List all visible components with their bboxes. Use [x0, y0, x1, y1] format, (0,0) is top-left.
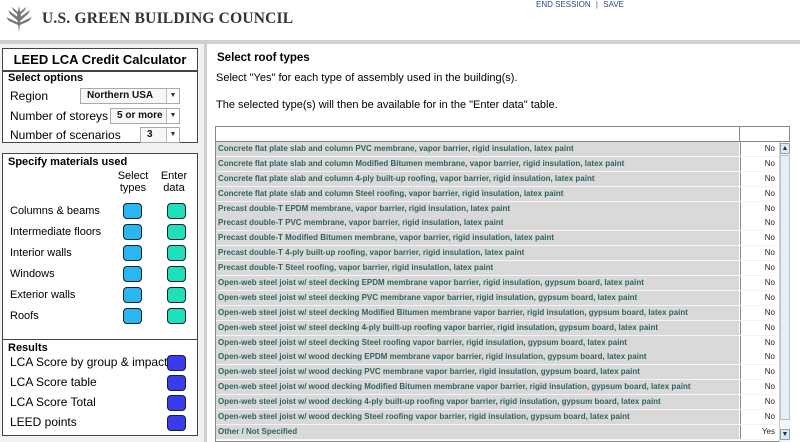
table-row [216, 187, 789, 202]
chevron-down-icon[interactable]: ▼ [166, 128, 179, 142]
material-label-intermediate-floors: Intermediate floors [10, 226, 102, 238]
enter-data-button-interior-walls[interactable] [167, 245, 186, 261]
enter-data-button-intermediate-floors[interactable] [167, 224, 186, 240]
instruction-text-2: The selected type(s) will then be available for in the "Enter data" table. [216, 99, 558, 111]
header-separator: | [595, 0, 598, 9]
storeys-select[interactable] [110, 108, 180, 124]
assembly-used-select[interactable]: No [740, 336, 778, 350]
table-header [216, 127, 789, 142]
storeys-label: Number of storeys [10, 109, 109, 123]
assembly-type-label: Open-web steel joist w/ wood decking EPDM membrane vapor barrier, rigid insulation, gypsum board, latex paint [216, 350, 739, 364]
assembly-type-label: Precast double-T 4-ply built-up roofing, vapor barrier, rigid insulation, latex paint [216, 246, 739, 260]
result-button-leed-points[interactable] [167, 415, 186, 431]
result-label-score-table: LCA Score table [10, 375, 97, 389]
assembly-used-select[interactable]: No [740, 365, 778, 379]
assembly-type-label: Open-web steel joist w/ wood decking PVC membrane vapor barrier, rigid insulation, gypsum board, latex paint [216, 365, 739, 379]
instruction-text-1: Select "Yes" for each type of assembly used in the building(s). [216, 72, 518, 84]
table-row [216, 291, 789, 306]
select-types-button-roofs[interactable] [123, 308, 142, 324]
table-row [216, 321, 789, 336]
table-row [216, 336, 789, 351]
material-label-windows: Windows [10, 268, 55, 280]
scenarios-value: 3 [147, 129, 153, 140]
result-button-score-by-group[interactable] [167, 355, 186, 371]
material-label-exterior-walls: Exterior walls [10, 289, 76, 301]
scenarios-label: Number of scenarios [10, 128, 121, 142]
result-label-score-total: LCA Score Total [10, 395, 96, 409]
assembly-type-label: Open-web steel joist w/ steel decking Steel roofing vapor barrier, rigid insulation, gypsum board, latex paint [216, 336, 739, 350]
assembly-type-label: Open-web steel joist w/ wood decking Steel roofing vapor barrier, rigid insulation, gypsum board, latex paint [216, 410, 739, 424]
assembly-used-select[interactable]: No [740, 231, 778, 245]
table-row [216, 202, 789, 217]
assembly-type-label: Concrete flat plate slab and column 4-ply built-up roofing, vapor barrier, rigid insulation, latex paint [216, 172, 739, 186]
enter-data-header [156, 170, 192, 194]
assembly-type-label: Open-web steel joist w/ steel decking PVC membrane vapor barrier, rigid insulation, gypsum board, latex paint [216, 291, 739, 305]
assembly-used-select[interactable]: No [740, 246, 778, 260]
table-row [216, 276, 789, 291]
table-row [216, 216, 789, 231]
table-row [216, 306, 789, 321]
logo [4, 4, 293, 34]
assembly-used-select[interactable]: No [740, 157, 778, 171]
assembly-used-select[interactable]: Yes [740, 425, 778, 439]
options-panel [2, 71, 198, 143]
enter-data-button-exterior-walls[interactable] [167, 287, 186, 303]
assembly-used-select[interactable]: No [740, 291, 778, 305]
assembly-type-label: Precast double-T PVC membrane, vapor barrier, rigid insulation, latex paint [216, 216, 739, 230]
assembly-used-select[interactable]: No [740, 276, 778, 290]
table-row [216, 261, 789, 276]
table-row [216, 350, 789, 365]
header-links [536, 0, 627, 9]
select-types-button-intermediate-floors[interactable] [123, 224, 142, 240]
assembly-type-label: Other / Not Specified [216, 425, 739, 439]
assembly-used-select[interactable]: No [740, 187, 778, 201]
scroll-down-icon[interactable]: ▼ [781, 431, 789, 438]
assembly-type-label: Open-web steel joist w/ steel decking 4-ply built-up roofing vapor barrier, rigid insulation, gypsum board, latex paint [216, 321, 739, 335]
results-panel [2, 339, 198, 436]
sidebar [0, 44, 204, 442]
end-session-link[interactable]: END SESSION [536, 0, 591, 9]
result-button-score-table[interactable] [167, 375, 186, 391]
assembly-used-select[interactable]: No [740, 321, 778, 335]
table-row [216, 425, 789, 440]
chevron-down-icon[interactable]: ▼ [166, 109, 179, 123]
select-types-button-interior-walls[interactable] [123, 245, 142, 261]
select-types-header [113, 170, 153, 194]
assembly-type-label: Precast double-T Steel roofing, vapor barrier, rigid insulation, latex paint [216, 261, 739, 275]
header [0, 0, 800, 40]
assembly-used-select[interactable]: No [740, 142, 778, 156]
storeys-value: 5 or more [117, 110, 163, 121]
assembly-used-select[interactable]: No [740, 306, 778, 320]
table-row [216, 157, 789, 172]
assembly-used-select[interactable]: No [740, 350, 778, 364]
assembly-used-select[interactable]: No [740, 172, 778, 186]
results-title: Results [8, 342, 48, 354]
region-select[interactable] [80, 88, 180, 104]
materials-title: Specify materials used [8, 156, 128, 168]
save-link[interactable]: SAVE [603, 0, 624, 9]
table-row [216, 365, 789, 380]
vertical-scrollbar[interactable] [779, 142, 790, 442]
result-label-leed-points: LEED points [10, 415, 77, 429]
assembly-type-label: Open-web steel joist w/ steel decking EPDM membrane vapor barrier, rigid insulation, gypsum board, latex paint [216, 276, 739, 290]
material-label-interior-walls: Interior walls [10, 247, 72, 259]
material-label-columns-beams: Columns & beams [10, 205, 100, 217]
options-title: Select options [8, 72, 84, 84]
select-types-header-line2: types [119, 182, 147, 194]
enter-data-header-line2: data [163, 182, 185, 194]
select-types-button-windows[interactable] [123, 266, 142, 282]
result-label-score-by-group: LCA Score by group & impact [10, 355, 168, 369]
table-row [216, 395, 789, 410]
assembly-type-label: Concrete flat plate slab and column Modified Bitumen membrane, vapor barrier, rigid insulation, latex paint [216, 157, 739, 171]
select-types-header-line1: Select [117, 170, 149, 182]
assembly-used-select[interactable]: No [740, 216, 778, 230]
scroll-up-icon[interactable]: ▲ [781, 145, 789, 152]
assembly-type-label: Concrete flat plate slab and column PVC membrane, vapor barrier, rigid insulation, latex paint [216, 142, 739, 156]
logo-text: U.S. GREEN BUILDING COUNCIL [42, 10, 294, 27]
table-rows [216, 142, 789, 440]
assembly-type-label: Open-web steel joist w/ steel decking Modified Bitumen membrane vapor barrier, rigid insulation, gypsum board, latex paint [216, 306, 739, 320]
table-row [216, 172, 789, 187]
assembly-type-label: Open-web steel joist w/ wood decking Modified Bitumen membrane vapor barrier, rigid insulation, gypsum board, latex paint [216, 380, 739, 394]
result-button-score-total[interactable] [167, 395, 186, 411]
app-title: LEED LCA Credit Calculator [2, 48, 198, 71]
table-row [216, 231, 789, 246]
region-label: Region [10, 89, 49, 103]
scrollbar-thumb[interactable] [780, 155, 790, 420]
select-types-button-columns-beams[interactable] [123, 203, 142, 219]
page-title: Select roof types [217, 52, 310, 64]
assembly-used-select[interactable]: No [740, 261, 778, 275]
enter-data-header-line1: Enter [160, 170, 188, 182]
leaf-logo-icon [4, 4, 34, 34]
main-panel [204, 44, 800, 442]
assembly-type-label: Precast double-T Modified Bitumen membrane, vapor barrier, rigid insulation, latex paint [216, 231, 739, 245]
material-label-roofs: Roofs [10, 310, 39, 322]
assembly-type-label: Open-web steel joist w/ wood decking 4-ply built-up roofing vapor barrier, rigid insulation, gypsum board, latex paint [216, 395, 739, 409]
assembly-used-select[interactable]: No [740, 202, 778, 216]
roof-types-table [215, 126, 790, 442]
assembly-used-select[interactable]: No [740, 395, 778, 409]
assembly-used-select[interactable]: No [740, 380, 778, 394]
table-row [216, 142, 789, 157]
table-row [216, 380, 789, 395]
enter-data-button-columns-beams[interactable] [167, 203, 186, 219]
enter-data-button-roofs[interactable] [167, 308, 186, 324]
scenarios-select[interactable] [140, 127, 180, 143]
enter-data-button-windows[interactable] [167, 266, 186, 282]
header-divider [739, 127, 740, 142]
chevron-down-icon[interactable]: ▼ [166, 89, 179, 103]
select-types-button-exterior-walls[interactable] [123, 287, 142, 303]
assembly-type-label: Concrete flat plate slab and column Steel roofing, vapor barrier, rigid insulation, latex paint [216, 187, 739, 201]
table-row [216, 410, 789, 425]
table-row [216, 246, 789, 261]
region-value: Northern USA [87, 90, 154, 101]
assembly-used-select[interactable]: No [740, 410, 778, 424]
assembly-type-label: Precast double-T EPDM membrane, vapor barrier, rigid insulation, latex paint [216, 202, 739, 216]
